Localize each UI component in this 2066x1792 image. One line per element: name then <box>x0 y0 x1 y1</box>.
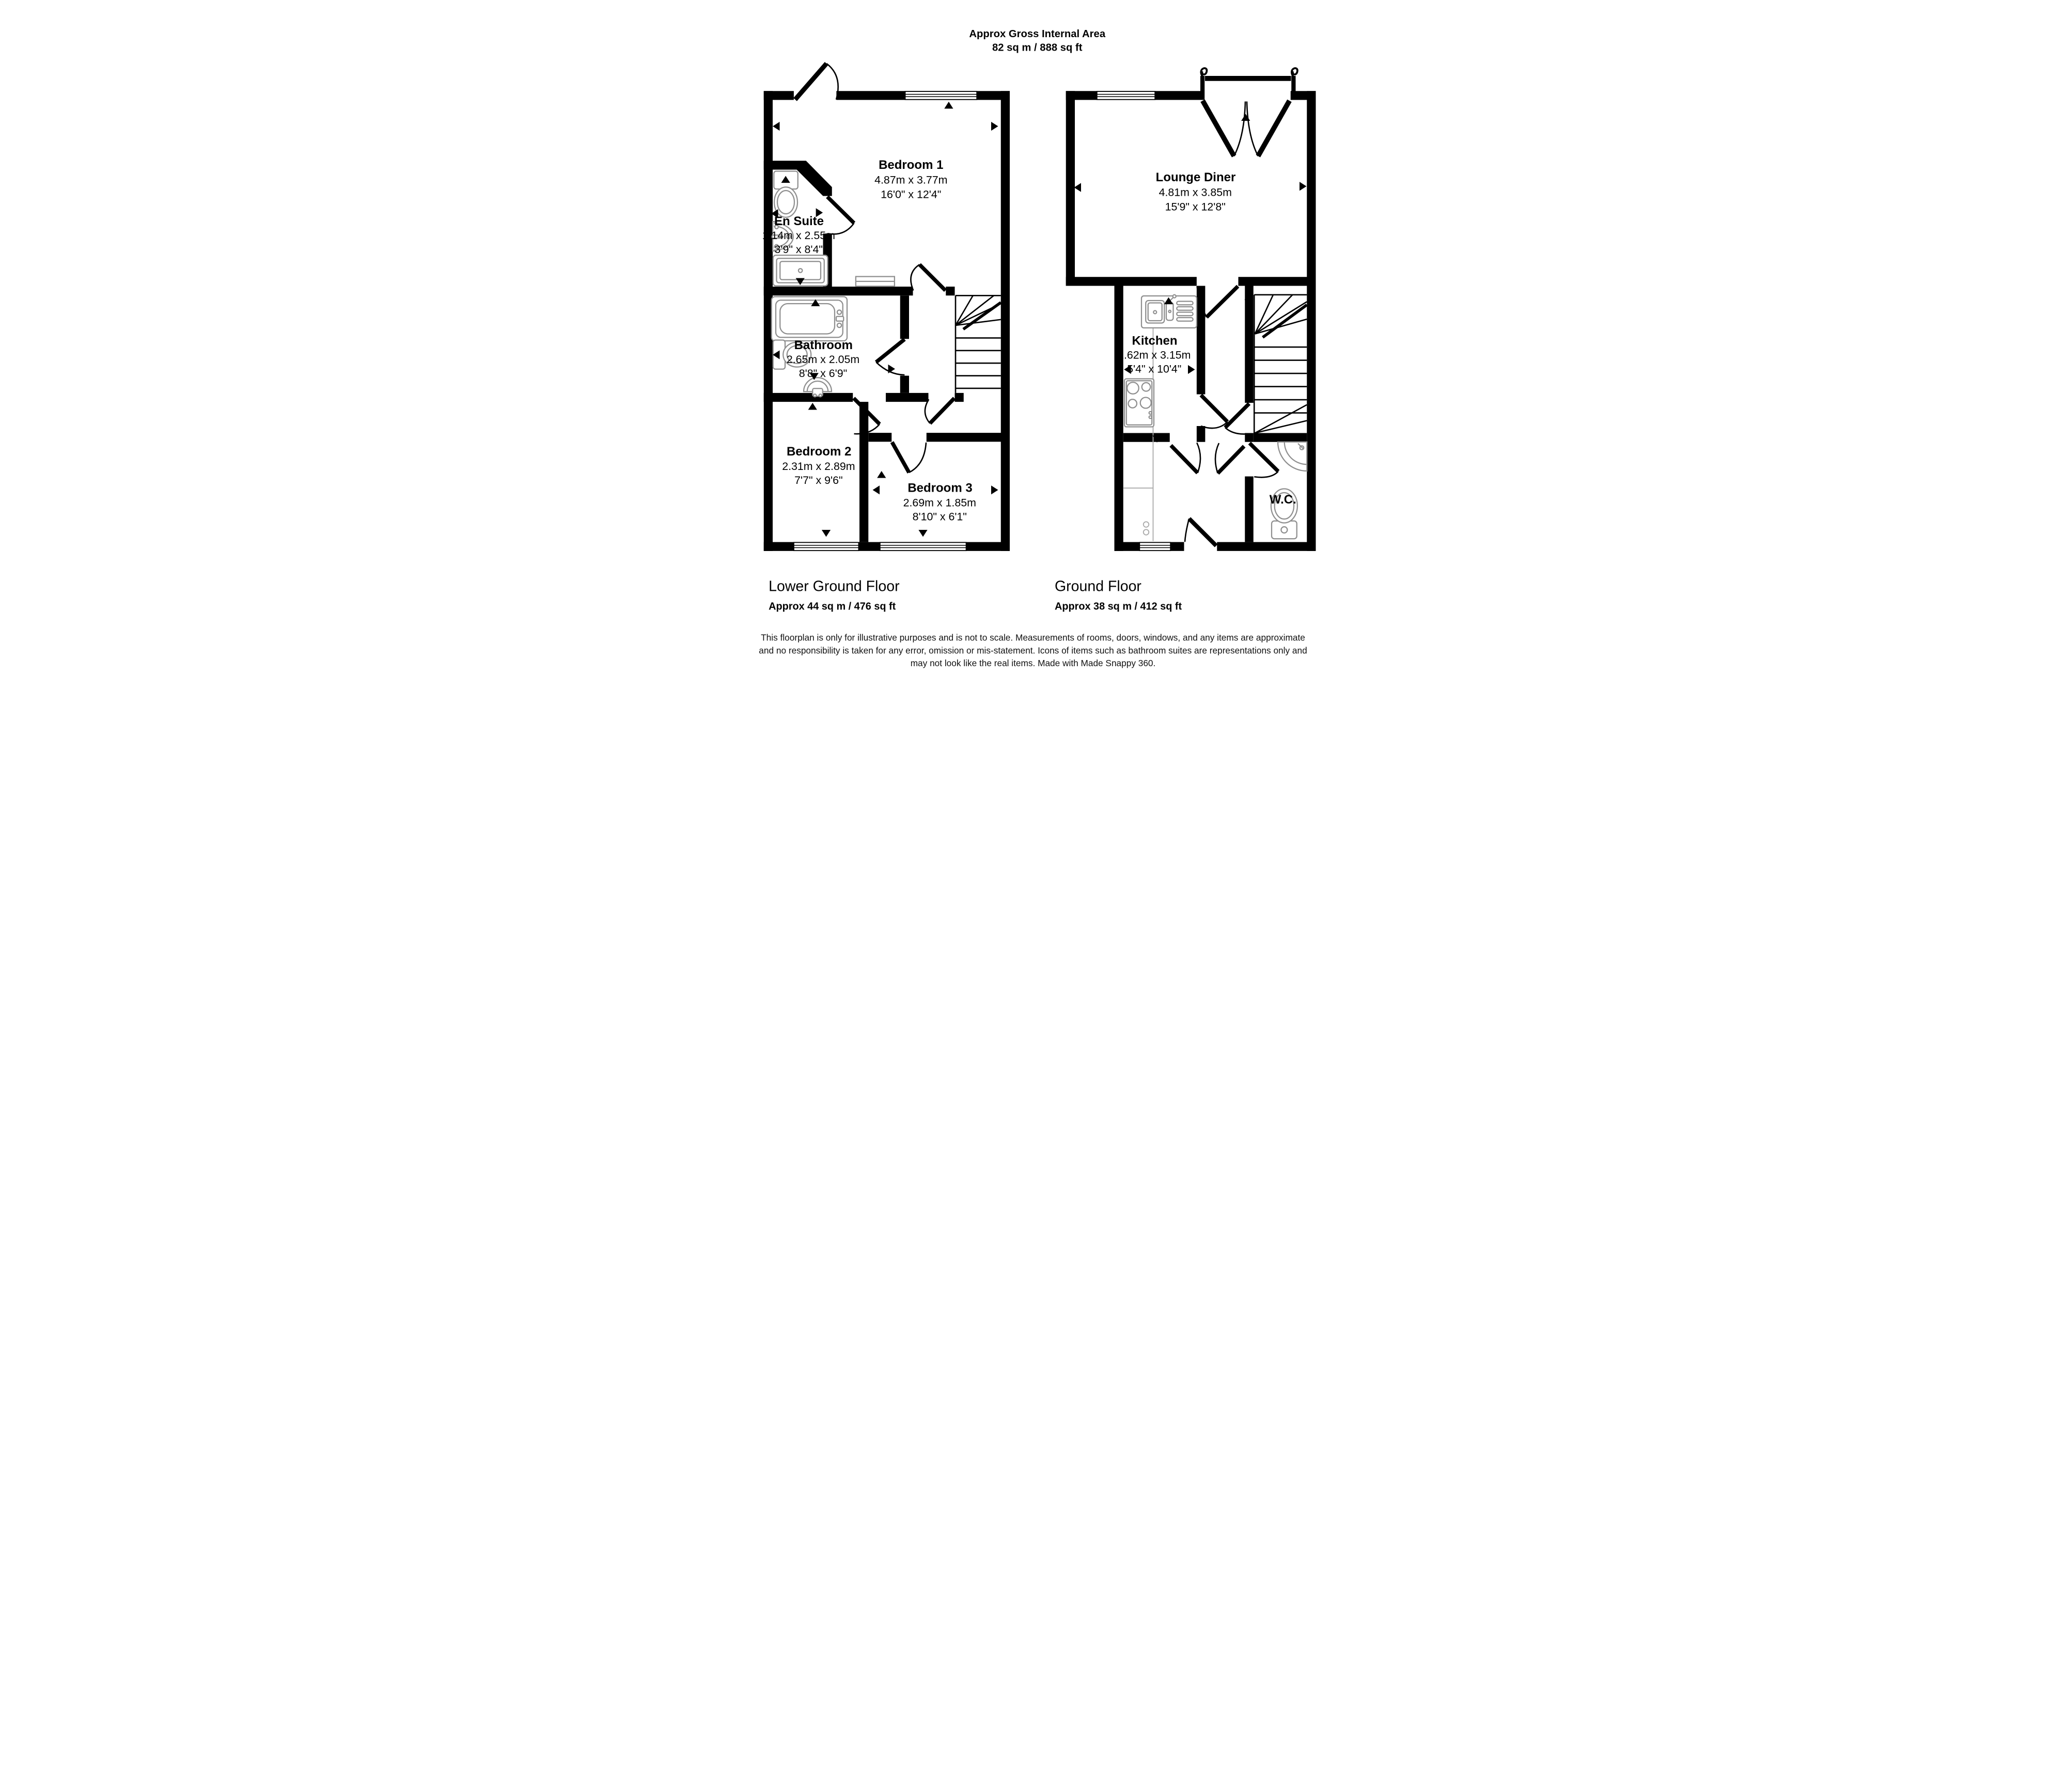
wall <box>966 542 1010 551</box>
wall <box>836 91 905 100</box>
wall <box>946 287 954 295</box>
room-name: Lounge Diner <box>1155 170 1236 184</box>
wall <box>1245 477 1254 542</box>
wall <box>764 542 794 551</box>
arrow-up-icon <box>808 403 817 410</box>
room-dim-imperial: 3'9" x 8'4" <box>774 243 823 256</box>
lobby-door <box>1215 443 1244 474</box>
ensuite-door <box>827 197 854 234</box>
room-name: Bedroom 1 <box>879 158 944 172</box>
room-dim-metric: 2.65m x 2.05m <box>786 353 860 366</box>
title-block <box>969 28 1105 53</box>
wall <box>909 393 929 402</box>
floor-label: Ground Floor <box>1055 578 1141 595</box>
wall <box>1307 91 1316 551</box>
wall <box>1217 542 1316 551</box>
wall <box>1115 542 1140 551</box>
room-dim-imperial: 15'9" x 12'8" <box>1165 200 1226 213</box>
window <box>880 542 966 551</box>
room-name: Bedroom 2 <box>786 445 852 459</box>
french-doors <box>1200 68 1297 156</box>
room-dim-imperial: 5'4" x 10'4" <box>1127 363 1182 375</box>
juliet-balcony-rail <box>1205 76 1291 81</box>
hall-door <box>925 398 954 423</box>
room-dim-metric: 2.69m x 1.85m <box>903 496 976 509</box>
wall <box>1123 433 1170 442</box>
window <box>1097 91 1155 100</box>
room-dim-metric: 1.62m x 3.15m <box>1118 349 1191 361</box>
arrow-down-icon <box>822 530 831 537</box>
wall <box>1239 277 1316 286</box>
room-dim-metric: 4.81m x 3.85m <box>1159 186 1232 199</box>
room-name: Bedroom 3 <box>907 481 973 495</box>
wall-diagonal <box>797 161 832 196</box>
disclaimer-line-1: This floorplan is only for illustrative purposes and is not to scale. Measurements of rooms, doors, windows, and any items are approximate <box>761 632 1305 643</box>
wall <box>927 433 1010 442</box>
door-swing <box>1247 102 1258 156</box>
corner-basin-icon <box>1278 442 1307 471</box>
wall <box>1197 426 1206 442</box>
entry-door <box>795 64 838 100</box>
wall <box>900 376 909 393</box>
staircase <box>956 295 1001 393</box>
room-name: Kitchen <box>1132 334 1178 348</box>
floor-label: Lower Ground Floor <box>769 578 900 595</box>
arrow-up-icon <box>877 471 886 478</box>
room-name: W.C. <box>1269 493 1296 507</box>
entrance-door <box>1185 518 1216 546</box>
gross-internal-area-title: Approx Gross Internal Area <box>969 28 1106 40</box>
room-labels <box>1118 170 1296 507</box>
room-dim-metric: 1.14m x 2.55m <box>762 229 835 242</box>
hob-icon <box>1124 379 1154 427</box>
wall <box>1066 91 1075 286</box>
arrow-right-icon <box>991 122 998 131</box>
hall-door <box>1171 443 1200 473</box>
room-dim-imperial: 8'10" x 6'1" <box>912 510 967 523</box>
arrow-left-icon <box>873 485 880 494</box>
arrow-left-icon <box>1074 183 1082 192</box>
room-name: Bathroom <box>794 338 853 352</box>
arrow-right-icon <box>1188 365 1195 374</box>
wc-door <box>1249 443 1278 477</box>
room-dim-imperial: 7'7" x 9'6" <box>794 474 843 486</box>
wall <box>859 402 868 542</box>
window <box>1139 542 1170 551</box>
room-dim-imperial: 8'8" x 6'9" <box>799 367 848 380</box>
rail-post <box>1200 76 1204 100</box>
door-swing <box>1234 102 1245 156</box>
disclaimer-line-2: and no responsibility is taken for any error, omission or mis-statement. Icons of items such as bathroom suites are representations only and <box>759 645 1307 656</box>
bedroom1-door <box>911 264 945 290</box>
wall <box>859 542 880 551</box>
floor-captions <box>769 578 1182 612</box>
lower-ground-floor-plan <box>762 64 1010 551</box>
arrow-up-icon <box>1241 114 1250 121</box>
arrow-down-icon <box>918 530 927 537</box>
floorplan-figure <box>646 0 1420 672</box>
door-leaf <box>1258 101 1290 156</box>
bathtub-icon <box>772 297 847 341</box>
wall <box>868 433 891 442</box>
scroll-ornament-icon <box>1201 68 1207 76</box>
wall <box>1170 542 1184 551</box>
bedroom3-door <box>892 442 926 473</box>
wall <box>764 393 853 402</box>
arrow-right-icon <box>991 485 998 494</box>
floor-area: Approx 44 sq m / 476 sq ft <box>769 601 896 612</box>
wall <box>1066 277 1197 286</box>
gross-internal-area-value: 82 sq m / 888 sq ft <box>992 42 1083 54</box>
wall <box>764 287 913 295</box>
wall <box>955 393 964 402</box>
wall <box>1155 91 1201 100</box>
floorplan-canvas <box>646 0 1420 672</box>
window <box>905 91 977 100</box>
rail-post <box>1291 76 1295 100</box>
kitchen-door <box>1201 395 1227 428</box>
arrow-right-icon <box>1300 182 1307 191</box>
room-dim-metric: 4.87m x 3.77m <box>874 174 948 186</box>
room-name: En Suite <box>774 214 824 228</box>
wall <box>1254 433 1307 442</box>
floor-area: Approx 38 sq m / 412 sq ft <box>1055 601 1182 612</box>
staircase <box>1254 295 1307 433</box>
disclaimer-line-3: may not look like the real items. Made with Made Snappy 360. <box>910 658 1156 668</box>
arrow-left-icon <box>773 122 780 131</box>
wall <box>1115 286 1123 551</box>
room-dim-metric: 2.31m x 2.89m <box>782 460 855 473</box>
room-dim-imperial: 16'0" x 12'4" <box>881 188 942 201</box>
wall <box>1001 91 1010 551</box>
stairs-door <box>1225 404 1249 434</box>
wall <box>764 161 797 169</box>
step-icon <box>856 277 895 287</box>
door-leaf <box>1203 101 1234 156</box>
ground-floor-plan <box>1066 68 1316 551</box>
scroll-ornament-icon <box>1292 68 1297 76</box>
wall <box>900 295 909 339</box>
arrow-up-icon <box>944 102 953 109</box>
disclaimer <box>759 633 1307 669</box>
wall <box>886 393 909 402</box>
window <box>794 542 859 551</box>
